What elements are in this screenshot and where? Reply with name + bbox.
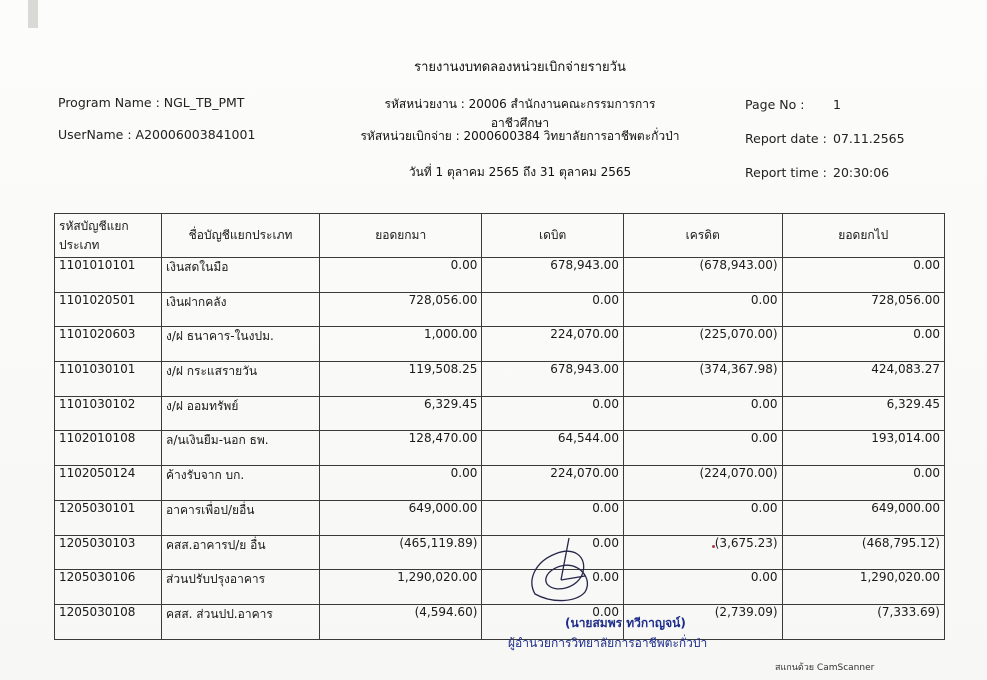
cell-credit: (374,367.98)	[623, 362, 782, 397]
cell-account-name: ล/นเงินยืม-นอก ธพ.	[162, 431, 320, 466]
cell-credit: (225,070.00)	[623, 327, 782, 362]
table-row	[55, 362, 945, 397]
signature-mark	[525, 532, 605, 608]
cell-credit: (2,739.09)	[623, 604, 782, 639]
cell-account-name: ง/ฝ กระแสรายวัน	[162, 362, 320, 397]
cell-account-name: เงินฝากคลัง	[162, 292, 320, 327]
cell-closing-balance: 0.00	[782, 327, 944, 362]
cell-account-name: ง/ฝ ออมทรัพย์	[162, 396, 320, 431]
cell-credit: (678,943.00)	[623, 258, 782, 293]
cell-closing-balance: 193,014.00	[782, 431, 944, 466]
cell-credit: 0.00	[623, 500, 782, 535]
col-header-account-name: ชื่อบัญชีแยกประเภท	[162, 214, 320, 258]
cell-credit: (224,070.00)	[623, 466, 782, 501]
cell-opening-balance: (4,594.60)	[320, 604, 482, 639]
date-range: วันที่ 1 ตุลาคม 2565 ถึง 31 ตุลาคม 2565	[408, 165, 632, 179]
cell-debit: 224,070.00	[482, 327, 624, 362]
cell-debit: 678,943.00	[482, 362, 624, 397]
signatory-name: (นายสมพร ทวีกาญจน์)	[565, 616, 686, 630]
ink-dot	[712, 545, 715, 548]
table-row	[55, 466, 945, 501]
cell-opening-balance: 0.00	[320, 258, 482, 293]
table-row	[55, 292, 945, 327]
cell-opening-balance: (465,119.89)	[320, 535, 482, 570]
table-row	[55, 258, 945, 293]
table-row	[55, 500, 945, 535]
cell-opening-balance: 649,000.00	[320, 500, 482, 535]
cell-debit: 224,070.00	[482, 466, 624, 501]
report-time-value: 20:30:06	[833, 165, 890, 180]
cell-closing-balance: 728,056.00	[782, 292, 944, 327]
cell-account-name: คสส.อาคารป/ย อื่น	[162, 535, 320, 570]
cell-account-code: 1101030102	[55, 396, 162, 431]
cell-debit: 0.00	[482, 570, 624, 605]
cell-closing-balance: 1,290,020.00	[782, 570, 944, 605]
cell-credit: 0.00	[623, 431, 782, 466]
cell-account-code: 1205030103	[55, 535, 162, 570]
unit-line: รหัสหน่วยเบิกจ่าย : 2000600384 วิทยาลัยการอาชีพตะกั่วป่า	[360, 129, 680, 143]
cell-account-code: 1205030106	[55, 570, 162, 605]
cell-account-name: อาคารเพื่อป/ยอื่น	[162, 500, 320, 535]
cell-account-code: 1205030108	[55, 604, 162, 639]
cell-opening-balance: 1,290,020.00	[320, 570, 482, 605]
col-header-closing-balance: ยอดยกไป	[782, 214, 944, 258]
cell-debit: 0.00	[482, 292, 624, 327]
report-title: รายงานงบทดลองหน่วยเบิกจ่ายรายวัน	[414, 60, 626, 75]
cell-closing-balance: 424,083.27	[782, 362, 944, 397]
cell-closing-balance: 0.00	[782, 258, 944, 293]
cell-credit: 0.00	[623, 292, 782, 327]
cell-account-code: 1101020501	[55, 292, 162, 327]
report-date-value: 07.11.2565	[833, 131, 905, 146]
cell-opening-balance: 0.00	[320, 466, 482, 501]
scan-edge	[28, 0, 38, 28]
table-row	[55, 570, 945, 605]
col-header-debit: เดบิต	[482, 214, 624, 258]
cell-account-code: 1101030101	[55, 362, 162, 397]
table-row	[55, 327, 945, 362]
col-header-opening-balance: ยอดยกมา	[320, 214, 482, 258]
cell-debit: 0.00	[482, 535, 624, 570]
cell-closing-balance: (7,333.69)	[782, 604, 944, 639]
cell-account-name: เงินสดในมือ	[162, 258, 320, 293]
cell-account-code: 1101020603	[55, 327, 162, 362]
report-time-label: Report time :	[745, 165, 827, 180]
cell-account-code: 1101010101	[55, 258, 162, 293]
cell-opening-balance: 128,470.00	[320, 431, 482, 466]
cell-account-name: ง/ฝ ธนาคาร-ในงปม.	[162, 327, 320, 362]
cell-closing-balance: 6,329.45	[782, 396, 944, 431]
cell-account-code: 1102050124	[55, 466, 162, 501]
cell-opening-balance: 6,329.45	[320, 396, 482, 431]
table-row	[55, 604, 945, 639]
cell-opening-balance: 119,508.25	[320, 362, 482, 397]
cell-closing-balance: 0.00	[782, 466, 944, 501]
cell-account-code: 1102010108	[55, 431, 162, 466]
cell-closing-balance: 649,000.00	[782, 500, 944, 535]
col-header-credit: เครดิต	[623, 214, 782, 258]
scanner-footer: สแกนด้วย CamScanner	[775, 663, 875, 673]
cell-debit: 0.00	[482, 500, 624, 535]
signatory-title: ผู้อำนวยการวิทยาลัยการอาชีพตะกั่วป่า	[508, 636, 708, 650]
report-date-label: Report date :	[745, 131, 827, 146]
page-no-label: Page No :	[745, 97, 805, 112]
cell-credit: (3,675.23)	[623, 535, 782, 570]
trial-balance-table	[54, 213, 945, 640]
cell-opening-balance: 1,000.00	[320, 327, 482, 362]
cell-account-name: คสส. ส่วนปป.อาคาร	[162, 604, 320, 639]
cell-credit: 0.00	[623, 570, 782, 605]
user-name: UserName : A20006003841001	[58, 127, 256, 142]
cell-closing-balance: (468,795.12)	[782, 535, 944, 570]
cell-opening-balance: 728,056.00	[320, 292, 482, 327]
cell-account-name: ค้างรับจาก บก.	[162, 466, 320, 501]
page-no-value: 1	[833, 97, 841, 112]
table-row	[55, 431, 945, 466]
table-row	[55, 396, 945, 431]
cell-account-code: 1205030101	[55, 500, 162, 535]
table-header-row	[55, 214, 945, 258]
program-name: Program Name : NGL_TB_PMT	[58, 95, 245, 110]
cell-debit: 0.00	[482, 604, 624, 639]
table-row	[55, 535, 945, 570]
cell-debit: 64,544.00	[482, 431, 624, 466]
cell-account-name: ส่วนปรับปรุงอาคาร	[162, 570, 320, 605]
cell-debit: 0.00	[482, 396, 624, 431]
col-header-account-code: รหัสบัญชีแยกประเภท	[55, 214, 162, 258]
cell-debit: 678,943.00	[482, 258, 624, 293]
agency-line: รหัสหน่วยงาน : 20006 สำนักงานคณะกรรมการการอาชีวศึกษา	[384, 97, 656, 130]
cell-credit: 0.00	[623, 396, 782, 431]
